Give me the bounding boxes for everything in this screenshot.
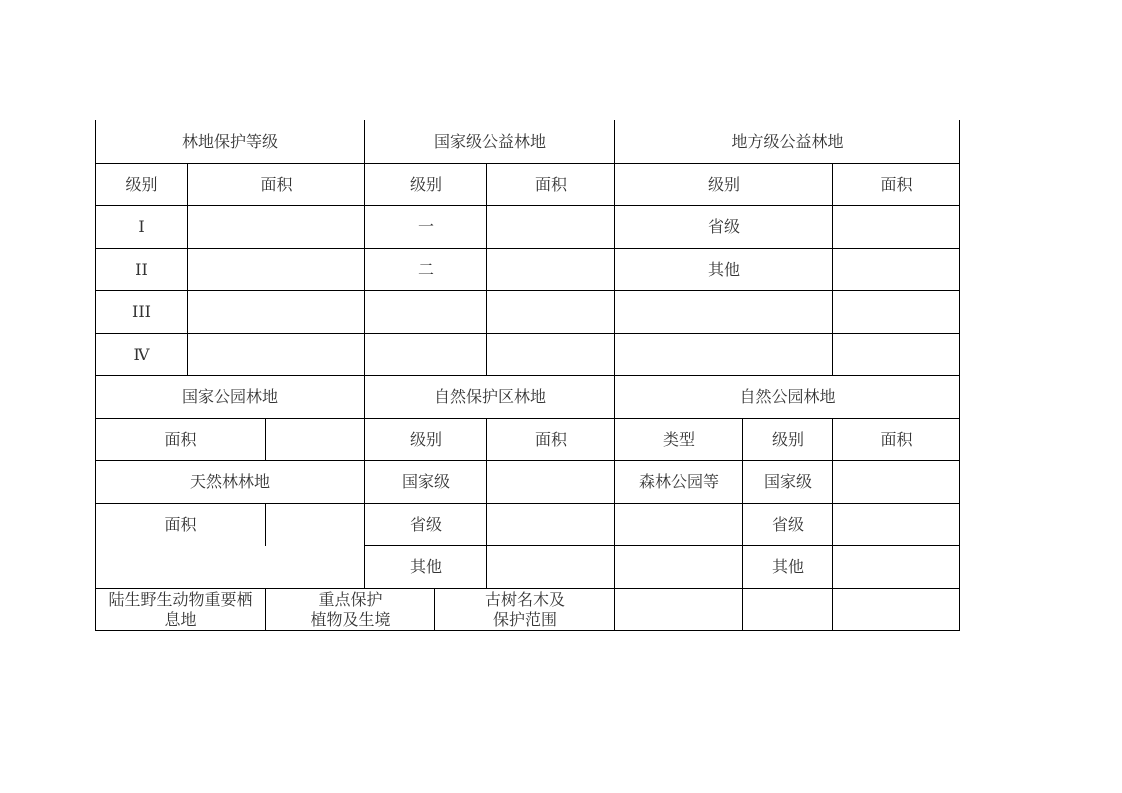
sub-header-level: 级别 [771, 429, 804, 449]
table-border-h [95, 333, 960, 334]
sub-header-area: 面积 [164, 514, 197, 534]
reserve-level-cell: 其他 [409, 556, 442, 576]
park-type-cell: 森林公园等 [638, 471, 719, 491]
national-grade-cell: 一 [417, 216, 434, 236]
park-level-cell: 其他 [771, 556, 804, 576]
header-nature-park-forest: 自然公园林地 [739, 386, 836, 406]
header-local-public-welfare-forest: 地方级公益林地 [731, 131, 844, 151]
local-grade-cell: 其他 [707, 259, 740, 279]
sub-header-area: 面积 [880, 429, 913, 449]
park-level-cell: 国家级 [763, 471, 812, 491]
header-wildlife-habitat: 陆生野生动物重要栖 息地 [108, 589, 253, 629]
protection-grade-cell: I [138, 216, 145, 236]
reserve-level-cell: 省级 [409, 514, 442, 534]
sub-header-level: 级别 [707, 174, 740, 194]
sub-header-area: 面积 [164, 429, 197, 449]
national-grade-cell: 二 [417, 259, 434, 279]
header-natural-forest: 天然林林地 [189, 471, 270, 491]
local-grade-cell: 省级 [707, 216, 740, 236]
sub-header-type: 类型 [662, 429, 695, 449]
header-national-park-forest: 国家公园林地 [181, 386, 278, 406]
sub-header-level: 级别 [125, 174, 158, 194]
protection-grade-cell: III [132, 301, 151, 321]
header-key-protected-plants: 重点保护 植物及生境 [310, 589, 391, 629]
header-ancient-trees: 古树名木及 保护范围 [484, 589, 565, 629]
header-forest-protection-level: 林地保护等级 [181, 131, 278, 151]
sub-header-area: 面积 [534, 429, 567, 449]
park-level-cell: 省级 [771, 514, 804, 534]
sub-header-level: 级别 [409, 429, 442, 449]
header-national-public-welfare-forest: 国家级公益林地 [433, 131, 546, 151]
header-nature-reserve-forest: 自然保护区林地 [433, 386, 546, 406]
sub-header-area: 面积 [260, 174, 293, 194]
sub-header-level: 级别 [409, 174, 442, 194]
sub-header-area: 面积 [534, 174, 567, 194]
protection-grade-cell: II [135, 259, 148, 279]
protection-grade-cell: Ⅳ [133, 344, 150, 364]
sub-header-area: 面积 [880, 174, 913, 194]
reserve-level-cell: 国家级 [401, 471, 450, 491]
